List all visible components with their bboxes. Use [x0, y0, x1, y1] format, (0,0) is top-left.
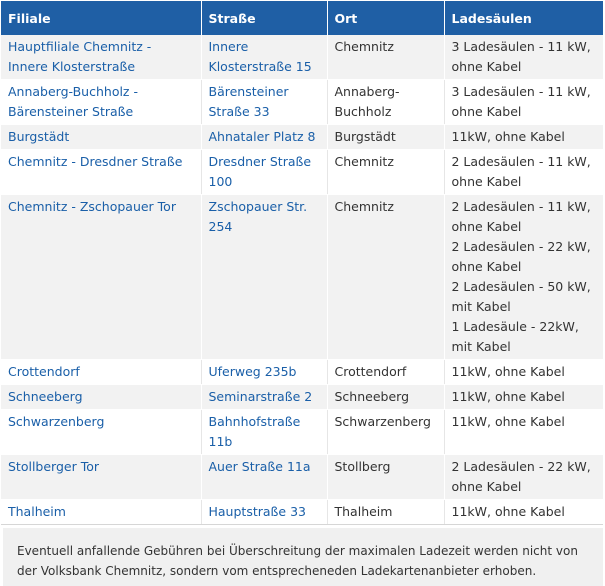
column-header-strasse: Straße — [201, 1, 327, 35]
charging-point-entry: 2 Ladesäulen - 50 kW, mit Kabel — [451, 279, 591, 314]
column-header-ladesaeulen: Ladesäulen — [444, 1, 603, 35]
street-link[interactable]: Dresdner Straße 100 — [201, 150, 327, 195]
street-link[interactable]: Bärensteiner Straße 33 — [201, 80, 327, 125]
charging-points-cell — [444, 455, 603, 500]
city-cell: Schneeberg — [327, 385, 444, 410]
charging-points-cell — [444, 125, 603, 150]
street-link[interactable]: Auer Straße 11a — [201, 455, 327, 500]
charging-point-entry: 2 Ladesäulen - 11 kW, ohne Kabel — [451, 154, 591, 189]
branch-link[interactable]: Stollberger Tor — [1, 455, 201, 500]
table-row — [1, 500, 603, 525]
street-link[interactable]: Ahnataler Platz 8 — [201, 125, 327, 150]
branch-link[interactable]: Annaberg-Buchholz - Bärensteiner Straße — [1, 80, 201, 125]
table-row — [1, 385, 603, 410]
street-link[interactable]: Hauptstraße 33 — [201, 500, 327, 525]
branch-link[interactable]: Thalheim — [1, 500, 201, 525]
city-cell: Crottendorf — [327, 360, 444, 385]
street-link[interactable]: Zschopauer Str. 254 — [201, 195, 327, 360]
column-header-ort: Ort — [327, 1, 444, 35]
charging-stations-table — [1, 1, 603, 525]
charging-point-entry: 3 Ladesäulen - 11 kW, ohne Kabel — [451, 84, 591, 119]
charging-point-entry: 11kW, ohne Kabel — [451, 364, 565, 379]
city-cell: Chemnitz — [327, 150, 444, 195]
city-cell: Thalheim — [327, 500, 444, 525]
branch-link[interactable]: Burgstädt — [1, 125, 201, 150]
charging-points-cell — [444, 195, 603, 360]
branch-link[interactable]: Chemnitz - Zschopauer Tor — [1, 195, 201, 360]
street-link[interactable]: Innere Klosterstraße 15 — [201, 35, 327, 80]
street-link[interactable]: Bahnhofstraße 11b — [201, 410, 327, 455]
city-cell: Burgstädt — [327, 125, 444, 150]
charging-point-entry: 2 Ladesäulen - 11 kW, ohne Kabel — [451, 199, 591, 234]
branch-link[interactable]: Chemnitz - Dresdner Straße — [1, 150, 201, 195]
branch-link[interactable]: Crottendorf — [1, 360, 201, 385]
charging-point-entry: 1 Ladesäule - 22kW, mit Kabel — [451, 319, 579, 354]
table-row — [1, 360, 603, 385]
city-cell: Schwarzenberg — [327, 410, 444, 455]
street-link[interactable]: Uferweg 235b — [201, 360, 327, 385]
table-row — [1, 195, 603, 360]
charging-point-entry: 11kW, ohne Kabel — [451, 414, 565, 429]
city-cell: Annaberg-Buchholz — [327, 80, 444, 125]
branch-link[interactable]: Schneeberg — [1, 385, 201, 410]
branch-link[interactable]: Hauptfiliale Chemnitz - Innere Klosterstraße — [1, 35, 201, 80]
charging-point-entry: 3 Ladesäulen - 11 kW, ohne Kabel — [451, 39, 591, 74]
table-header-row — [1, 1, 603, 35]
column-header-filiale: Filiale — [1, 1, 201, 35]
fee-disclaimer-note: Eventuell anfallende Gebühren bei Überschreitung der maximalen Ladezeit werden nicht von der Volksbank Chemnitz, sondern vom entsprecheneden Ladekartenanbieter erhoben. — [3, 528, 603, 586]
charging-points-cell — [444, 150, 603, 195]
charging-points-cell — [444, 410, 603, 455]
table-row — [1, 150, 603, 195]
charging-point-entry: 2 Ladesäulen - 22 kW, ohne Kabel — [451, 459, 591, 494]
street-link[interactable]: Seminarstraße 2 — [201, 385, 327, 410]
charging-points-cell — [444, 500, 603, 525]
table-row — [1, 410, 603, 455]
table-body — [1, 35, 603, 525]
table-row — [1, 455, 603, 500]
charging-point-entry: 2 Ladesäulen - 22 kW, ohne Kabel — [451, 239, 591, 274]
charging-point-entry: 11kW, ohne Kabel — [451, 504, 565, 519]
charging-points-cell — [444, 35, 603, 80]
table-row — [1, 35, 603, 80]
branch-link[interactable]: Schwarzenberg — [1, 410, 201, 455]
city-cell: Chemnitz — [327, 195, 444, 360]
table-row — [1, 125, 603, 150]
table-row — [1, 80, 603, 125]
city-cell: Stollberg — [327, 455, 444, 500]
charging-points-cell — [444, 360, 603, 385]
city-cell: Chemnitz — [327, 35, 444, 80]
charging-point-entry: 11kW, ohne Kabel — [451, 129, 565, 144]
charging-points-cell — [444, 385, 603, 410]
charging-point-entry: 11kW, ohne Kabel — [451, 389, 565, 404]
charging-points-cell — [444, 80, 603, 125]
